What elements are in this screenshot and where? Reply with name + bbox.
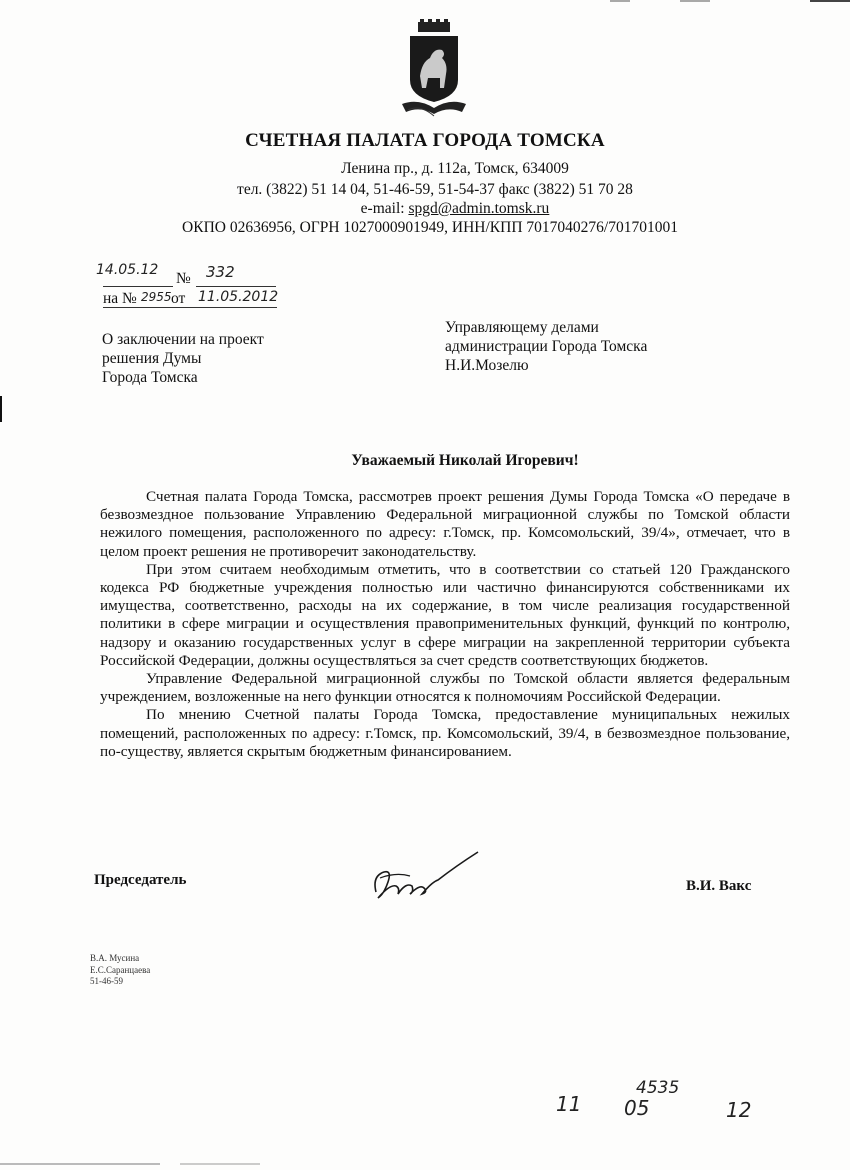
scan-edge-top <box>570 0 850 3</box>
incoming-day: 11 <box>556 1092 582 1116</box>
subject-line: О заключении на проект <box>102 331 264 348</box>
organization-address: Ленина пр., д. 112а, Томск, 634009 <box>341 160 569 177</box>
greeting: Уважаемый Николай Игоревич! <box>351 452 579 469</box>
reference-number: 2955 <box>141 290 172 304</box>
signatory-position: Председатель <box>94 872 187 888</box>
body-paragraph: По мнению Счетной палаты Города Томска, предоставление муниципальных нежилых помещений, расположенных по адресу: г.Томск, пр. Комсомольский, 39/4, в безвозмездное пользование, по-существу, является скрытым бюджетным финансированием. <box>100 706 790 760</box>
body-paragraph: При этом считаем необходимым отметить, что в соответствии со статьей 120 Гражданского кодекса РФ бюджетные учреждения полностью или частично финансируются собственниками их имущества, соответственно, расходы на их содержание, в том числе реализация государственной политики в сфере миграции и осуществления правоприменительных функций, функций по контролю, надзору и оказанию государственных услуг в сфере миграции на закрепленной территории субъекта Российской Федерации, должны осуществляться за счет средств соответствующих бюджетов. <box>100 560 790 669</box>
email-label: e-mail: <box>360 200 409 217</box>
outgoing-date-line <box>103 286 173 287</box>
addressee-block <box>445 318 647 375</box>
email-link[interactable]: spgd@admin.tomsk.ru <box>408 200 550 217</box>
incoming-year: 12 <box>726 1098 752 1122</box>
executor-line: Е.С.Саранцаева <box>90 964 151 975</box>
reference-line <box>103 307 277 308</box>
letter-subject <box>102 330 264 387</box>
outgoing-date: 14.05.12 <box>96 262 159 278</box>
handwritten-signature-icon <box>366 842 486 904</box>
organization-phones: тел. (3822) 51 14 04, 51-46-59, 51-54-37 факс (3822) 51 70 28 <box>237 181 633 198</box>
organization-email-line <box>0 200 850 218</box>
organization-name: СЧЕТНАЯ ПАЛАТА ГОРОДА ТОМСКА <box>245 130 605 151</box>
letter-body <box>100 488 790 761</box>
addressee-line: Управляющему делами <box>445 319 599 336</box>
reference-prefix: на № <box>103 290 137 307</box>
body-paragraph: Счетная палата Города Томска, рассмотрев проект решения Думы Города Томска «О передаче в безвозмездное пользование Управлению Федеральной миграционной службы по Томской области нежилого помещения, расположенного по адресу: г.Томск, пр. Комсомольский, 39/4», отмечает, что в целом проект решения не противоречит законодательству. <box>100 488 790 560</box>
reference-date: 11.05.2012 <box>198 289 279 305</box>
addressee-line: администрации Города Томска <box>445 338 648 355</box>
outgoing-number-line <box>196 286 276 287</box>
subject-line: Города Томска <box>102 369 198 386</box>
outgoing-number-label: № <box>176 270 191 287</box>
incoming-month: 05 <box>624 1096 650 1120</box>
organization-codes: ОКПО 02636956, ОГРН 1027000901949, ИНН/КПП 7017040276/701701001 <box>182 219 678 236</box>
scan-edge-bottom <box>0 1163 850 1166</box>
reference-from-label: от <box>171 290 186 307</box>
signatory-name: В.И. Вакс <box>686 878 752 894</box>
addressee-line: Н.И.Мозелю <box>445 357 529 374</box>
subject-line: решения Думы <box>102 350 202 367</box>
executor-line: В.А. Мусина <box>90 953 140 963</box>
incoming-number: 4535 <box>636 1078 680 1098</box>
margin-mark <box>0 396 2 422</box>
body-paragraph: Управление Федеральной миграционной службы по Томской области является федеральным учреждением, возложенные на него функции относятся к полномочиям Российской Федерации. <box>100 670 790 706</box>
tomsk-coat-of-arms-icon <box>398 18 470 118</box>
executor-line: 51-46-59 <box>90 976 123 986</box>
executors-block <box>90 953 150 988</box>
outgoing-number: 332 <box>206 263 235 281</box>
